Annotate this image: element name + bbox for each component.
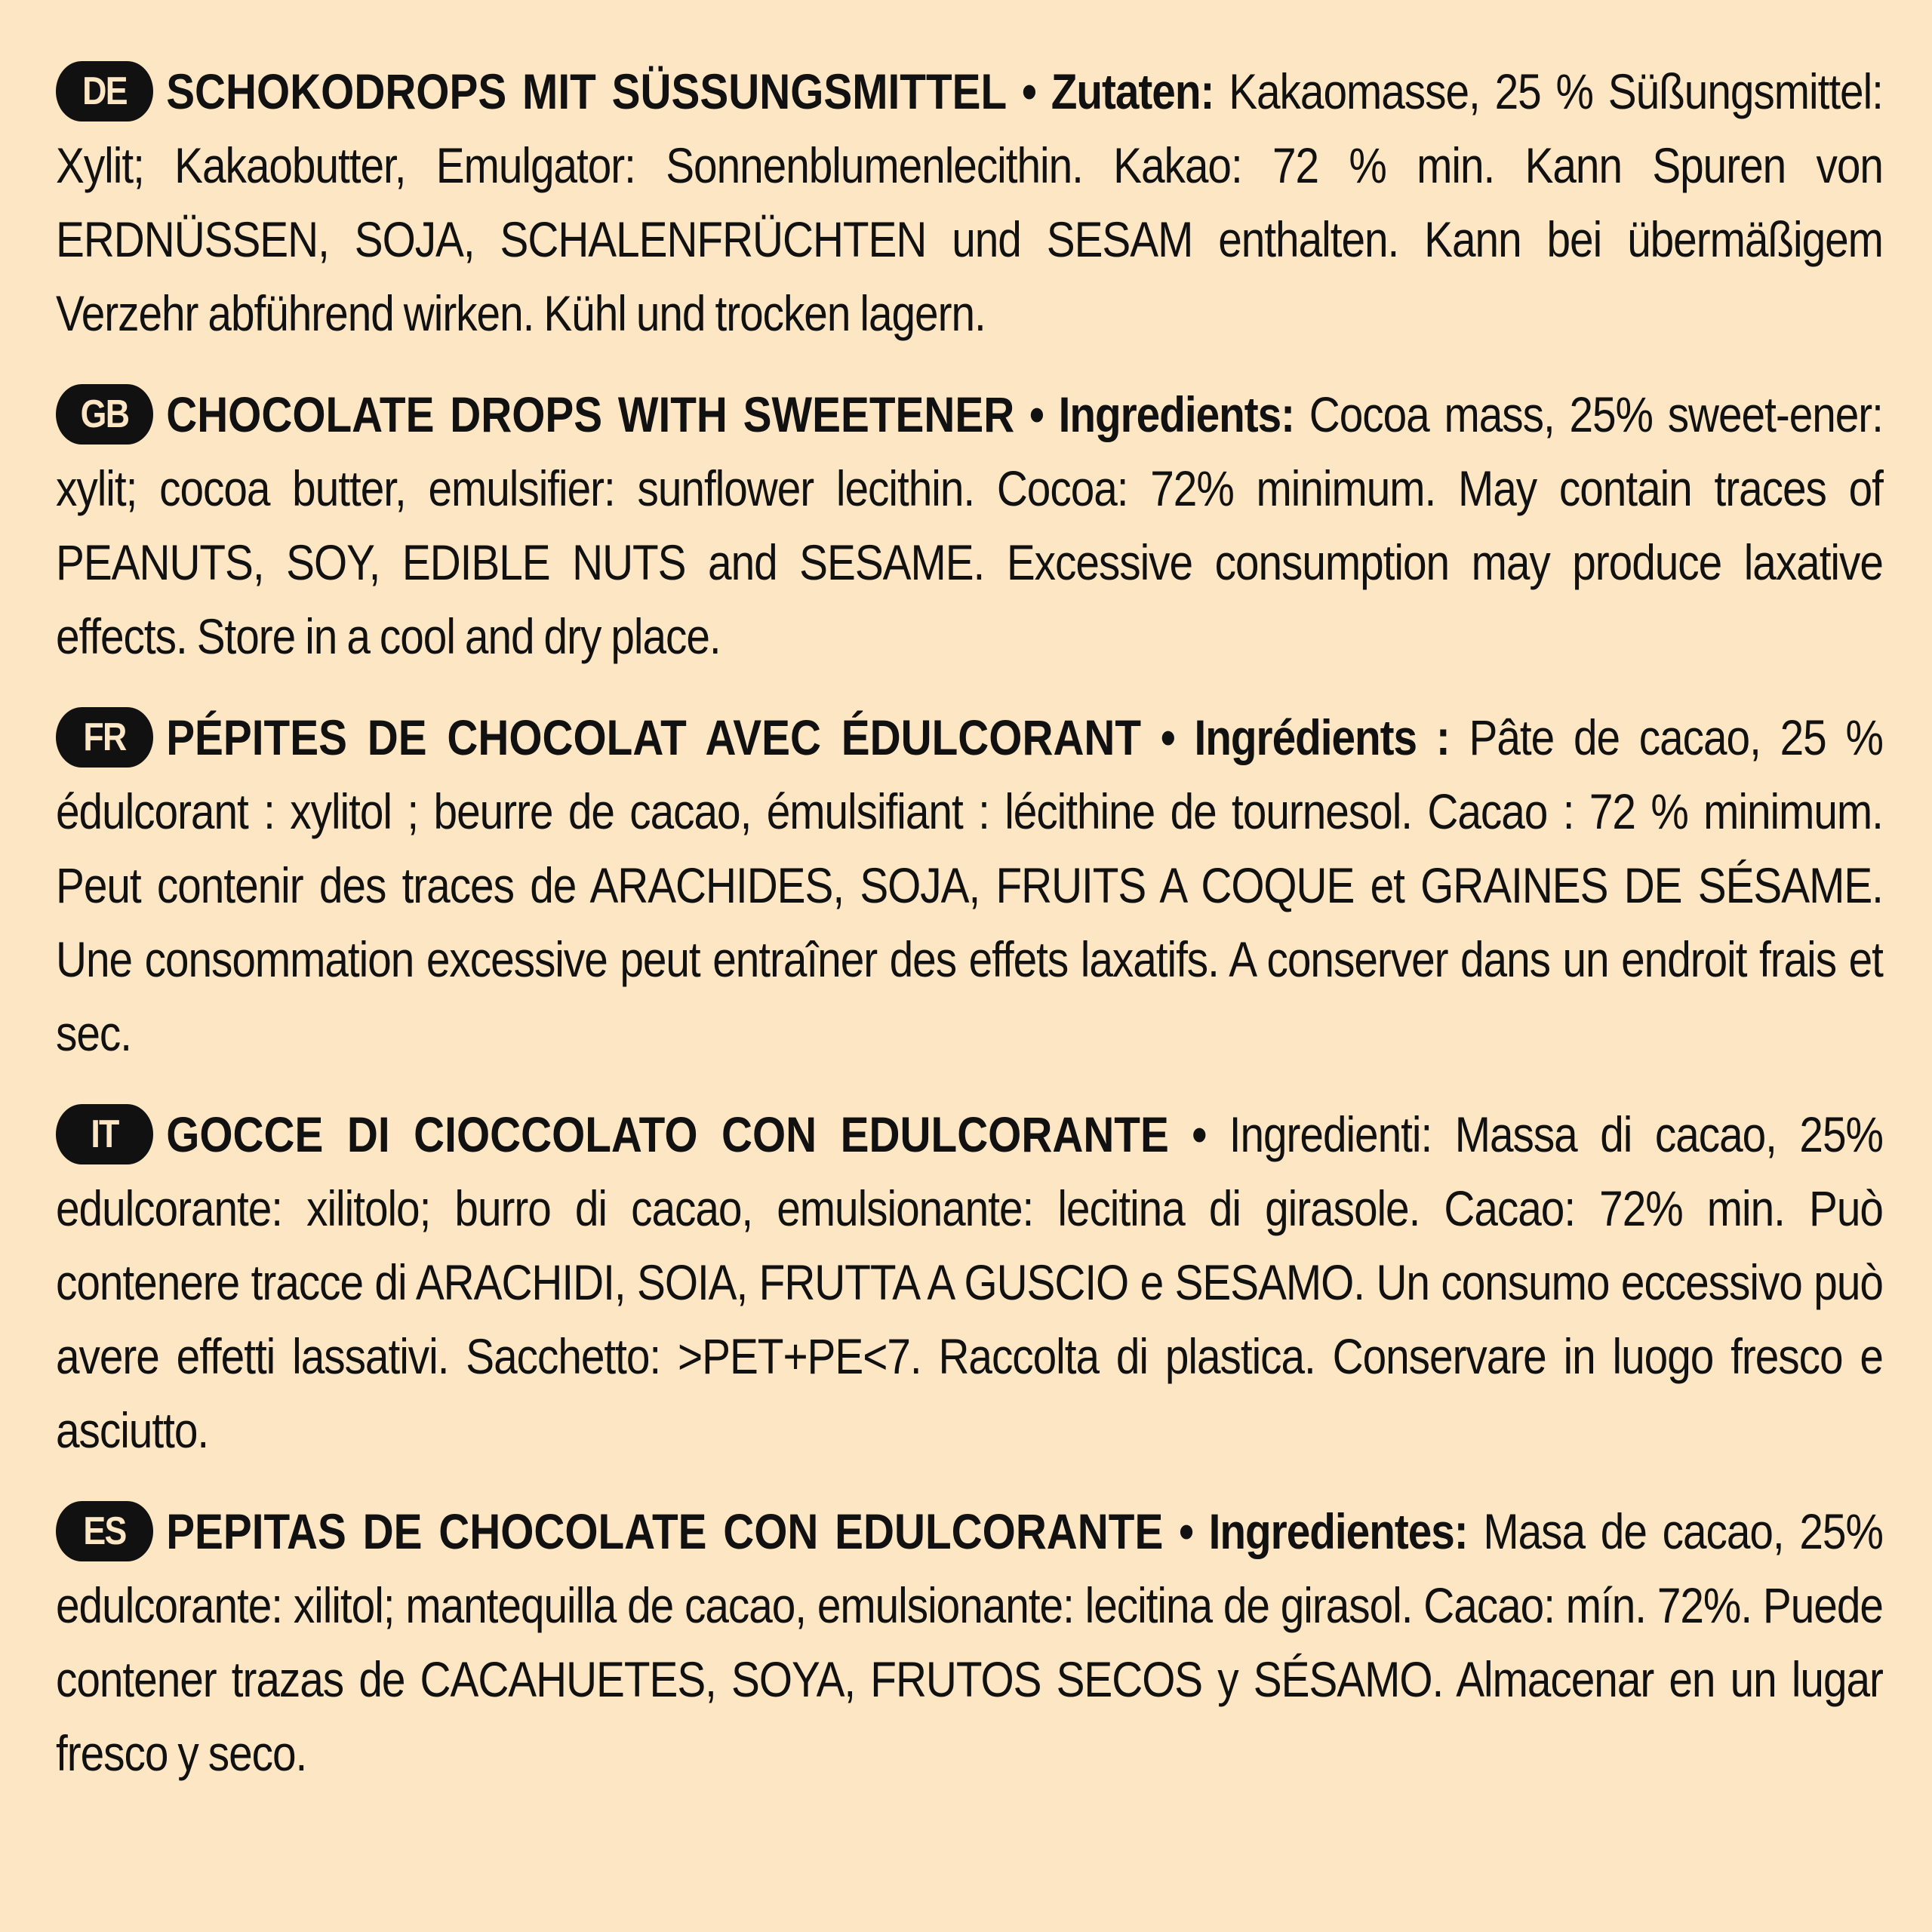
ingredients-label-text: Ingredientes: xyxy=(1208,1503,1468,1559)
section-fr xyxy=(56,700,1883,1070)
section-title: CHOCOLATE DROPS WITH SWEETENER xyxy=(166,386,1015,442)
separator-bullet: • xyxy=(1029,386,1044,442)
ingredients-label-text: Ingredienti: xyxy=(1229,1106,1432,1162)
ingredients-text: Pâte de cacao, 25 % édulcorant : xylitol ; beurre de cacao, émulsifiant : lécithine de tournesol. Cacao : 72 % minimum. Peut contenir des traces de ARACHIDES, SOJA, FRUITS A COQUE et GRAINES DE SÉSAME. Une consommation excessive peut entraîner des effets laxatifs. A conserver dans un endroit frais et sec. xyxy=(56,709,1883,1061)
section-title: SCHOKODROPS MIT SÜSSUNGSMITTEL xyxy=(166,63,1008,119)
ingredients-label-text: Zutaten: xyxy=(1051,63,1214,119)
section-gb xyxy=(56,377,1883,673)
separator-bullet: • xyxy=(1192,1106,1207,1162)
separator-bullet: • xyxy=(1022,63,1036,119)
section-title: PÉPITES DE CHOCOLAT AVEC ÉDULCORANT xyxy=(166,709,1142,765)
language-badge-fr: FR xyxy=(56,707,153,768)
section-title: PEPITAS DE CHOCOLATE CON EDULCORANTE xyxy=(166,1503,1164,1559)
section-it xyxy=(56,1097,1883,1467)
separator-bullet: • xyxy=(1179,1503,1193,1559)
ingredients-text: Massa di cacao, 25% edulcorante: xilitolo; burro di cacao, emulsionante: lecitina di girasole. Cacao: 72% min. Può contenere tracce di ARACHIDI, SOIA, FRUTTA A GUSCIO e SESAMO. Un consumo eccessivo può avere effetti lassativi. Sacchetto: >PET+PE<7. Raccolta di plastica. Conservare in luogo fresco e asciutto. xyxy=(56,1106,1883,1458)
separator-bullet: • xyxy=(1160,709,1175,765)
language-badge-es: ES xyxy=(56,1501,153,1561)
ingredients-label-text: Ingredients: xyxy=(1058,386,1295,442)
ingredients-text: Kakaomasse, 25 % Süßungsmittel: Xylit; Kakaobutter, Emulgator: Sonnenblumenlecithin. Kakao: 72 % min. Kann Spuren von ERDNÜSSEN, SOJA, SCHALENFRÜCHTEN und SESAM enthalten. Kann bei übermäßigem Verzehr abführend wirken. Kühl und trocken lagern. xyxy=(56,63,1883,341)
ingredients-text: Cocoa mass, 25% sweet-ener: xylit; cocoa butter, emulsifier: sunflower lecithin. Cocoa: 72% minimum. May contain traces of PEANUTS, SOY, EDIBLE NUTS and SESAME. Excessive consumption may produce laxative effects. Store in a cool and dry place. xyxy=(56,386,1883,664)
section-title: GOCCE DI CIOCCOLATO CON EDULCORANTE xyxy=(166,1106,1169,1162)
section-es xyxy=(56,1494,1883,1790)
language-badge-it: IT xyxy=(56,1104,153,1164)
section-de xyxy=(56,54,1883,350)
language-badge-gb: GB xyxy=(56,384,153,445)
ingredients-label-text: Ingrédients : xyxy=(1194,709,1450,765)
ingredients-text: Masa de cacao, 25% edulcorante: xilitol; mantequilla de cacao, emulsionante: lecitina de girasol. Cacao: mín. 72%. Puede contener trazas de CACAHUETES, SOYA, FRUTOS SECOS y SÉSAMO. Almacenar en un lugar fresco y seco. xyxy=(56,1503,1883,1781)
language-badge-de: DE xyxy=(56,61,153,122)
